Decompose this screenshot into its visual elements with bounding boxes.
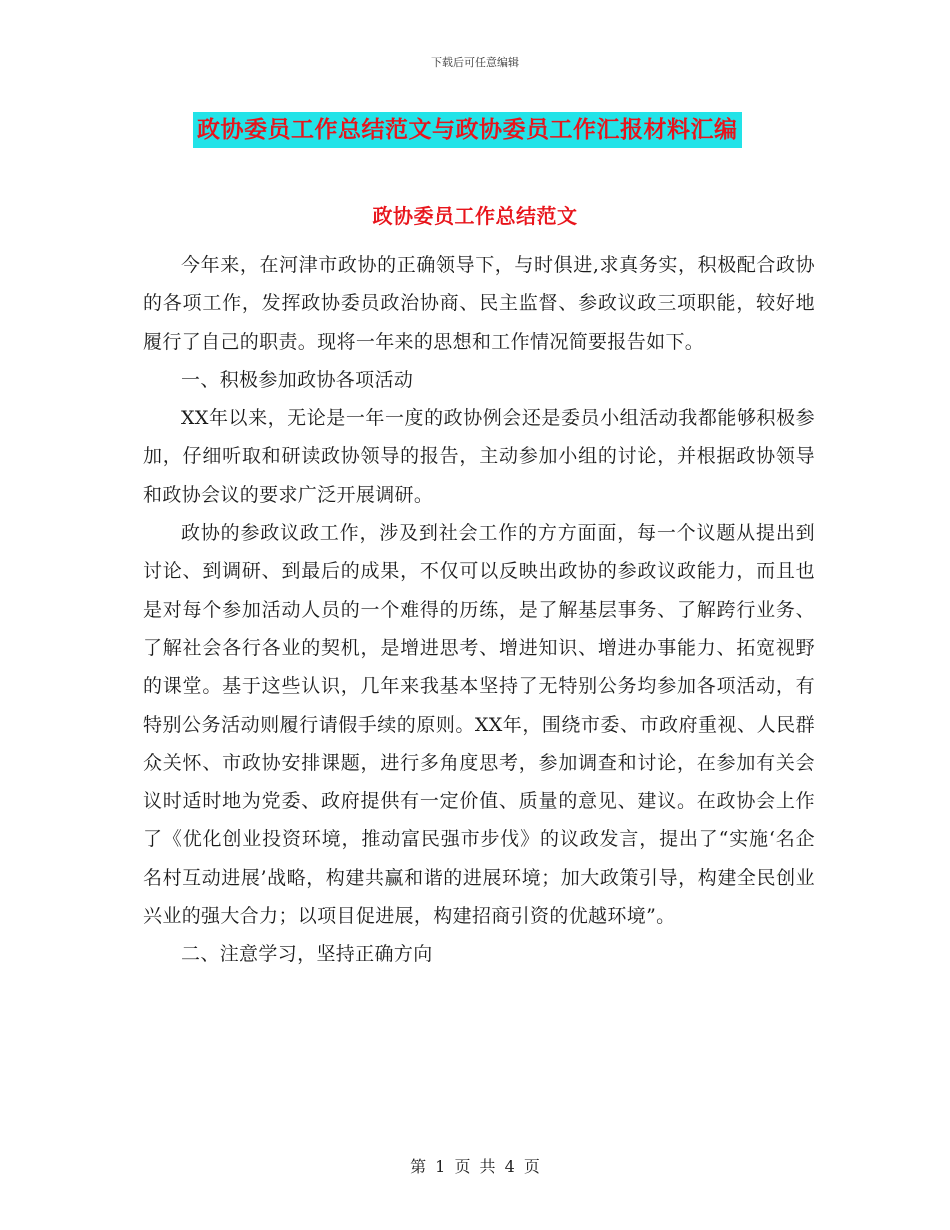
section-title: 政协委员工作总结范文 [372, 204, 578, 228]
page-number: 第 1 页 共 4 页 [410, 1157, 540, 1176]
paragraph-participation: XX年以来，无论是一年一度的政协例会还是委员小组活动我都能够积极参加，仔细听取和研读政协领导的报告，主动参加小组的讨论，并根据政协领导和政协会议的要求广泛开展调研。 [143, 407, 815, 506]
document-title: 政协委员工作总结范文与政协委员工作汇报材料汇编 [193, 112, 742, 148]
document-body [143, 246, 815, 974]
heading-one: 一、积极参加政协各项活动 [181, 368, 414, 391]
paragraph-intro: 今年来，在河津市政协的正确领导下，与时俱进,求真务实，积极配合政协的各项工作，发挥政协委员政治协商、民主监督、参政议政三项职能，较好地履行了自己的职责。现将一年来的思想和工作情况简要报告如下。 [143, 254, 815, 353]
header-note: 下载后可任意编辑 [431, 56, 519, 69]
heading-two: 二、注意学习，坚持正确方向 [181, 943, 433, 966]
paragraph-work: 政协的参政议政工作，涉及到社会工作的方方面面，每一个议题从提出到讨论、到调研、到最后的成果，不仅可以反映出政协的参政议政能力，而且也是对每个参加活动人员的一个难得的历练，是了解基层事务、了解跨行业务、了解社会各行各业的契机，是增进思考、增进知识、增进办事能力、拓宽视野的课堂。基于这些认识，几年来我基本坚持了无特别公务均参加各项活动，有特别公务活动则履行请假手续的原则。XX年，围绕市委、市政府重视、人民群众关怀、市政协安排课题，进行多角度思考，参加调查和讨论，在参加有关会议时适时地为党委、政府提供有一定价值、质量的意见、建议。在政协会上作了《优化创业投资环境，推动富民强市步伐》的议政发言，提出了“实施‘名企名村互动进展’战略，构建共赢和谐的进展环境；加大政策引导，构建全民创业兴业的强大合力；以项目促进展，构建招商引资的优越环境”。 [143, 522, 815, 928]
